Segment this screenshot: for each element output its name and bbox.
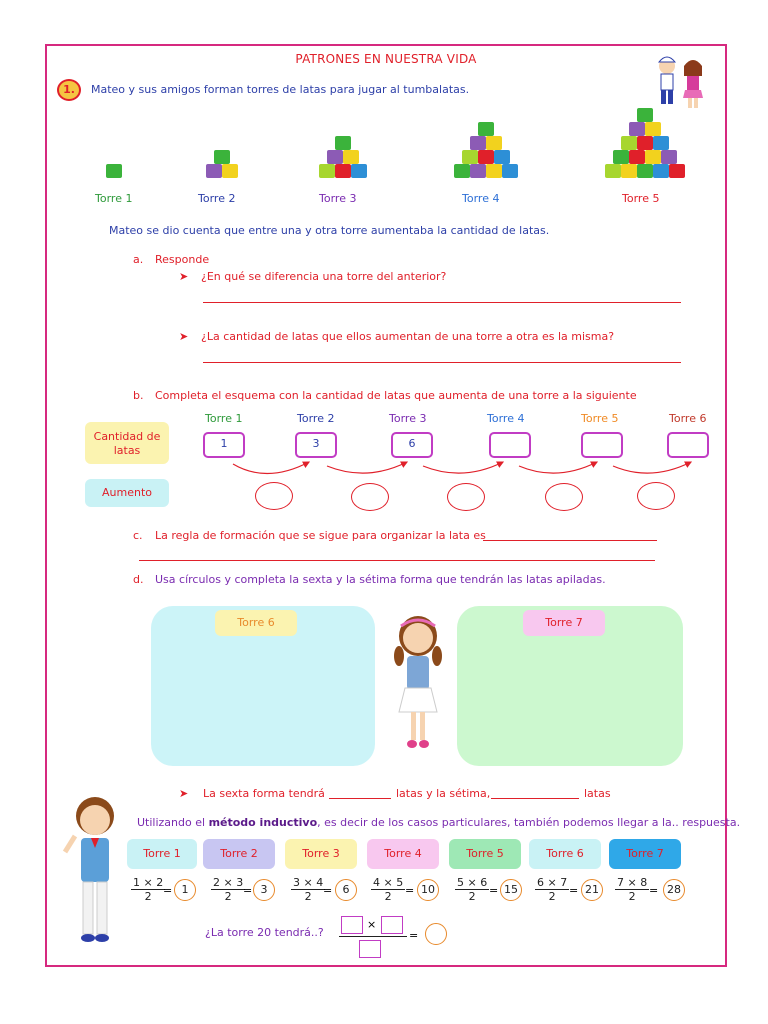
- equals-sign: =: [243, 884, 253, 897]
- tower-3-label: Torre 3: [319, 192, 357, 205]
- drawing-label-tower-7: Torre 7: [523, 610, 605, 636]
- induct-tag-2: Torre 2: [203, 839, 275, 869]
- scheme-tower-5: Torre 5: [581, 412, 619, 425]
- induct-tag-5: Torre 5: [449, 839, 521, 869]
- result-3: 6: [335, 879, 357, 901]
- tower-3-cans: [311, 132, 375, 182]
- tower-2-cans: [197, 146, 247, 182]
- answer-line-1[interactable]: [203, 302, 681, 303]
- tower-1-label: Torre 1: [95, 192, 133, 205]
- factor-box-1[interactable]: [341, 916, 363, 934]
- question-1: ¿En qué se diferencia una torre del anterior?: [201, 270, 447, 283]
- exercise-number: 1.: [57, 79, 81, 101]
- inductive-bold: método inductivo: [208, 816, 318, 829]
- sentence-part-1: La sexta forma tendrá: [203, 787, 325, 800]
- exercise-intro: Mateo y sus amigos forman torres de latas para jugar al tumbalatas.: [91, 83, 470, 96]
- observation-text: Mateo se dio cuenta que entre una y otra torre aumentaba la cantidad de latas.: [109, 224, 550, 237]
- part-d-text: Usa círculos y completa la sexta y la sétima forma que tendrán las latas apiladas.: [155, 573, 606, 586]
- part-d-letter: d.: [133, 573, 144, 586]
- tower-2-label: Torre 2: [198, 192, 236, 205]
- increase-circle-5[interactable]: [637, 482, 675, 510]
- arrow-5-6-icon: [613, 462, 691, 473]
- part-a-label: Responde: [155, 253, 210, 266]
- increase-circle-2[interactable]: [351, 483, 389, 511]
- increase-circle-4[interactable]: [545, 483, 583, 511]
- sixth-answer-line[interactable]: [329, 798, 391, 799]
- arrow-4-5-icon: [519, 462, 597, 473]
- arrow-bullet-icon: ➤: [179, 787, 189, 800]
- fraction-1: $\frac{1 \times 2}{2}$: [133, 876, 164, 903]
- equals-sign: =: [323, 884, 333, 897]
- factor-box-2[interactable]: [381, 916, 403, 934]
- arrow-1-2-icon: [233, 462, 309, 474]
- seventh-answer-line[interactable]: [491, 798, 579, 799]
- part-a-letter: a.: [133, 253, 144, 266]
- sentence-part-3: latas: [584, 787, 611, 800]
- arrow-bullet-icon: ➤: [179, 270, 189, 283]
- result-6: 21: [581, 879, 603, 901]
- result-2: 3: [253, 879, 275, 901]
- equals-sign: =: [489, 884, 499, 897]
- answer-line-2[interactable]: [203, 362, 681, 363]
- fraction-2: $\frac{2 \times 3}{2}$: [213, 876, 244, 903]
- arrow-3-4-icon: [423, 462, 503, 473]
- boy-illustration: [61, 792, 131, 952]
- fraction-3: $\frac{3 \times 4}{2}$: [293, 876, 324, 903]
- denominator-box[interactable]: [359, 940, 381, 958]
- scheme-tower-3: Torre 3: [389, 412, 427, 425]
- fraction-bar: [339, 936, 407, 937]
- tower-20-result-circle[interactable]: [425, 923, 447, 945]
- times-sign: ×: [367, 918, 377, 931]
- tower-1-cans: [99, 162, 129, 182]
- question-2: ¿La cantidad de latas que ellos aumentan de una torre a otra es la misma?: [201, 330, 615, 343]
- scheme-tower-6: Torre 6: [669, 412, 707, 425]
- equals-sign: =: [409, 929, 419, 942]
- scheme-tower-1: Torre 1: [205, 412, 243, 425]
- fraction-6: $\frac{6 \times 7}{2}$: [537, 876, 568, 903]
- girl-illustration: [387, 612, 449, 758]
- equals-sign: =: [405, 884, 415, 897]
- inductive-after: , es decir de los casos particulares, también podemos llegar a la.. respuesta.: [317, 816, 741, 829]
- part-b-text: Completa el esquema con la cantidad de latas que aumenta de una torre a la siguiente: [155, 389, 637, 402]
- row-label-cantidad: Cantidad de latas: [85, 422, 169, 464]
- row-label-aumento: Aumento: [85, 479, 169, 507]
- induct-tag-6: Torre 6: [529, 839, 601, 869]
- result-5: 15: [500, 879, 522, 901]
- equals-sign: =: [569, 884, 579, 897]
- part-b-letter: b.: [133, 389, 144, 402]
- induct-tag-4: Torre 4: [367, 839, 439, 869]
- count-box-1[interactable]: 1: [203, 432, 245, 458]
- rule-answer-line-2[interactable]: [139, 560, 655, 561]
- inductive-before: Utilizando el: [137, 816, 206, 829]
- induct-tag-1: Torre 1: [127, 839, 197, 869]
- count-box-3[interactable]: 6: [391, 432, 433, 458]
- tower-20-question: ¿La torre 20 tendrá..?: [205, 926, 324, 939]
- equals-sign: =: [163, 884, 173, 897]
- fraction-5: $\frac{5 \times 6}{2}$: [457, 876, 488, 903]
- fraction-7: $\frac{7 \times 8}{2}$: [617, 876, 648, 903]
- worksheet-frame: [45, 44, 741, 967]
- arrow-2-3-icon: [327, 462, 407, 473]
- increase-arrows: [197, 454, 727, 484]
- increase-circle-1[interactable]: [255, 482, 293, 510]
- count-box-2[interactable]: 3: [295, 432, 337, 458]
- result-4: 10: [417, 879, 439, 901]
- tower-4-label: Torre 4: [462, 192, 500, 205]
- rule-answer-line[interactable]: [483, 540, 657, 541]
- result-7: 28: [663, 879, 685, 901]
- sentence-part-2: latas y la sétima,: [396, 787, 491, 800]
- equals-sign: =: [649, 884, 659, 897]
- tower-4-cans: [443, 118, 529, 182]
- part-c-text: La regla de formación que se sigue para organizar la lata es: [155, 529, 486, 542]
- drawing-label-tower-6: Torre 6: [215, 610, 297, 636]
- part-c-letter: c.: [133, 529, 143, 542]
- scheme-tower-2: Torre 2: [297, 412, 335, 425]
- tower-5-label: Torre 5: [622, 192, 660, 205]
- fraction-4: $\frac{4 \times 5}{2}$: [373, 876, 404, 903]
- scheme-tower-4: Torre 4: [487, 412, 525, 425]
- result-1: 1: [174, 879, 196, 901]
- inductive-sentence: [137, 816, 741, 829]
- induct-tag-3: Torre 3: [285, 839, 357, 869]
- page-title: PATRONES EN NUESTRA VIDA: [295, 52, 477, 66]
- arrow-bullet-icon: ➤: [179, 330, 189, 343]
- increase-circle-3[interactable]: [447, 483, 485, 511]
- induct-tag-7: Torre 7: [609, 839, 681, 869]
- tower-5-cans: [593, 104, 697, 182]
